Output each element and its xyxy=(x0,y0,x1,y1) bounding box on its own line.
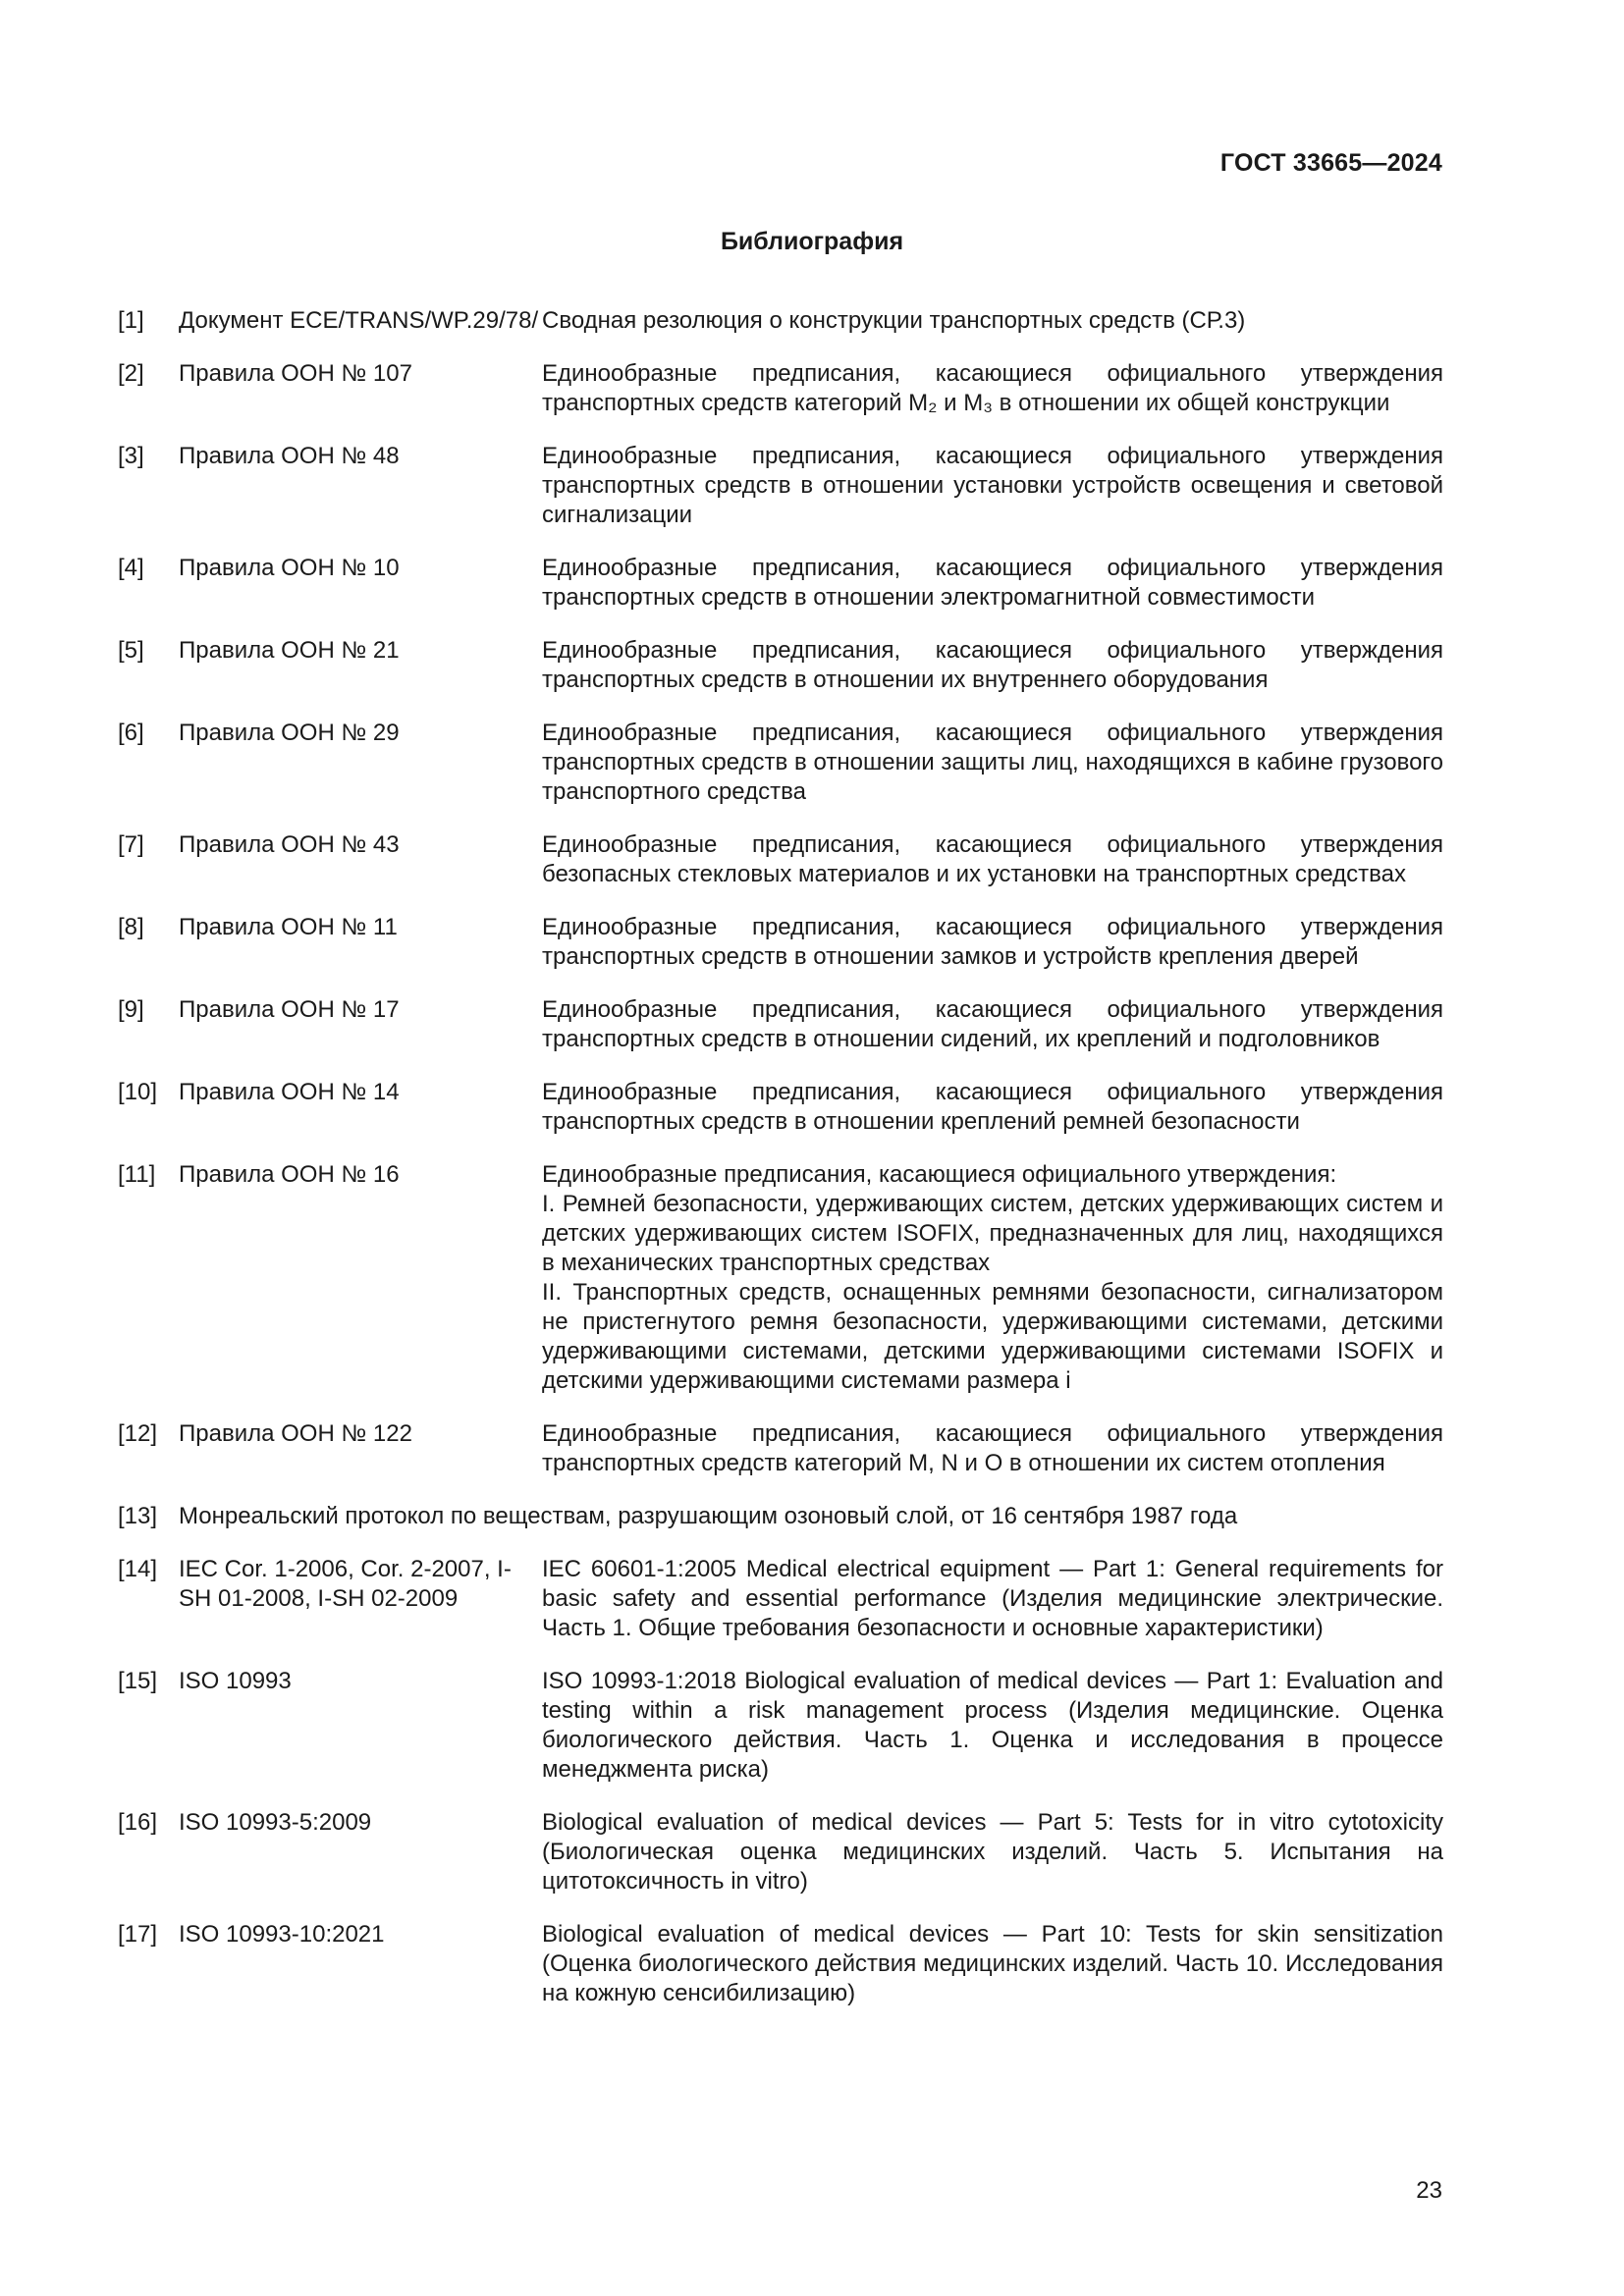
bibliography-entry xyxy=(118,554,1443,613)
entry-number: [5] xyxy=(118,637,144,664)
entry-description: Единообразные предписания, касающиеся официального утверждения транспортных средств в отношении сидений, их креплений и подголовников xyxy=(542,996,1443,1052)
entry-number: [15] xyxy=(118,1668,158,1694)
entry-number: [12] xyxy=(118,1420,158,1447)
entry-reference: Правила ООН № 29 xyxy=(179,720,400,746)
bibliography-list xyxy=(118,306,1443,2008)
entry-reference: Правила ООН № 10 xyxy=(179,555,400,581)
entry-description: Единообразные предписания, касающиеся официального утверждения транспортных средств категорий M, N и O в отношении их систем отопления xyxy=(542,1420,1443,1476)
entry-number: [16] xyxy=(118,1809,158,1836)
bibliography-entry xyxy=(118,1078,1443,1137)
bibliography-entry xyxy=(118,359,1443,418)
bibliography-entry xyxy=(118,719,1443,807)
bibliography-entry xyxy=(118,1502,1443,1531)
bibliography-entry xyxy=(118,1808,1443,1896)
bibliography-entry xyxy=(118,306,1443,336)
entry-reference: ISO 10993-10:2021 xyxy=(179,1921,385,1948)
entry-reference: Правила ООН № 17 xyxy=(179,996,400,1023)
entry-number: [8] xyxy=(118,914,144,940)
entry-description: Единообразные предписания, касающиеся официального утверждения транспортных средств категорий M₂ и M₃ в отношении их общей конструкции xyxy=(542,360,1443,416)
entry-reference: ISO 10993 xyxy=(179,1668,292,1694)
bibliography-entry xyxy=(118,1920,1443,2008)
entry-description: Единообразные предписания, касающиеся официального утверждения транспортных средств в отношении электромагнитной совместимости xyxy=(542,555,1443,611)
entry-number: [11] xyxy=(118,1161,156,1188)
entry-description: Сводная резолюция о конструкции транспортных средств (СР.3) xyxy=(542,307,1246,334)
bibliography-entry xyxy=(118,1160,1443,1396)
entry-description: Biological evaluation of medical devices — Part 10: Tests for skin sensitization (Оценка биологического действия медицинских изделий. Часть 10. Исследования на кожную сенсибилизацию) xyxy=(542,1921,1443,2006)
entry-reference: Правила ООН № 14 xyxy=(179,1079,400,1105)
page-title: Библиография xyxy=(720,228,904,255)
entry-description: Единообразные предписания, касающиеся официального утверждения безопасных стекловых материалов и их установки на транспортных средствах xyxy=(542,831,1443,887)
entry-number: [17] xyxy=(118,1921,158,1948)
entry-description: Единообразные предписания, касающиеся официального утверждения транспортных средств в отношении защиты лиц, находящихся в кабине грузового транспортного средства xyxy=(542,720,1443,805)
entry-number: [13] xyxy=(118,1503,158,1529)
entry-description: ISO 10993-1:2018 Biological evaluation of medical devices — Part 1: Evaluation and testing within a risk management process (Изделия медицинские. Оценка биологического действия. Часть 1. Оценка и исследования в процессе менеджмента риска) xyxy=(542,1668,1443,1783)
entry-number: [3] xyxy=(118,443,144,469)
entry-description: Единообразные предписания, касающиеся официального утверждения транспортных средств в отношении замков и устройств крепления дверей xyxy=(542,914,1443,970)
entry-description: Единообразные предписания, касающиеся официального утверждения транспортных средств в отношении креплений ремней безопасности xyxy=(542,1079,1443,1135)
entry-number: [4] xyxy=(118,555,144,581)
bibliography-entry xyxy=(118,913,1443,972)
bibliography-entry xyxy=(118,995,1443,1054)
entry-reference: Документ ECE/TRANS/WP.29/78/ xyxy=(179,307,539,334)
entry-number: [9] xyxy=(118,996,144,1023)
bibliography-entry xyxy=(118,1419,1443,1478)
entry-reference: Правила ООН № 16 xyxy=(179,1161,400,1188)
entry-reference: Правила ООН № 21 xyxy=(179,637,400,664)
entry-number: [2] xyxy=(118,360,144,387)
entry-reference: Правила ООН № 122 xyxy=(179,1420,412,1447)
entry-description: Единообразные предписания, касающиеся официального утверждения: I. Ремней безопасности, удерживающих систем, детских удерживающих систем и детских удерживающих систем ISOFIX, предназначенных для лиц, находящихся в механических транспортных средствах II. Транспортных средств, оснащенных ремнями безопасности, сигнализатором не пристегнутого ремня безопасности, удерживающими системами, детскими удерживающими системами, детскими удерживающими системами ISOFIX и детскими удерживающими системами размера i xyxy=(542,1161,1443,1394)
entry-reference: Правила ООН № 43 xyxy=(179,831,400,858)
entry-number: [10] xyxy=(118,1079,158,1105)
entry-number: [6] xyxy=(118,720,144,746)
entry-reference: ISO 10993-5:2009 xyxy=(179,1809,372,1836)
entry-reference: IEC Cor. 1-2006, Cor. 2-2007, I-SH 01-2008, I-SH 02-2009 xyxy=(179,1556,512,1612)
entry-description: Biological evaluation of medical devices — Part 5: Tests for in vitro cytotoxicity (Биологическая оценка медицинских изделий. Часть 5. Испытания на цитотоксичность in vitro) xyxy=(542,1809,1443,1895)
entry-reference: Правила ООН № 107 xyxy=(179,360,412,387)
bibliography-entry xyxy=(118,442,1443,530)
page-number: 23 xyxy=(1416,2177,1442,2204)
entry-reference: Правила ООН № 48 xyxy=(179,443,400,469)
bibliography-entry xyxy=(118,636,1443,695)
entry-full-text: Монреальский протокол по веществам, разрушающим озоновый слой, от 16 сентября 1987 года xyxy=(179,1503,1238,1529)
bibliography-entry xyxy=(118,1555,1443,1643)
entry-description: Единообразные предписания, касающиеся официального утверждения транспортных средств в отношении их внутреннего оборудования xyxy=(542,637,1443,693)
document-code: ГОСТ 33665—2024 xyxy=(1219,149,1442,177)
entry-number: [14] xyxy=(118,1556,158,1582)
bibliography-entry xyxy=(118,830,1443,889)
entry-reference: Правила ООН № 11 xyxy=(179,914,398,940)
bibliography-entry xyxy=(118,1667,1443,1785)
entry-number: [7] xyxy=(118,831,144,858)
entry-number: [1] xyxy=(118,307,144,334)
entry-description: Единообразные предписания, касающиеся официального утверждения транспортных средств в отношении установки устройств освещения и световой сигнализации xyxy=(542,443,1443,528)
entry-description: IEC 60601-1:2005 Medical electrical equipment — Part 1: General requirements for basic safety and essential performance (Изделия медицинские электрические. Часть 1. Общие требования безопасности и основные характеристики) xyxy=(542,1556,1443,1641)
